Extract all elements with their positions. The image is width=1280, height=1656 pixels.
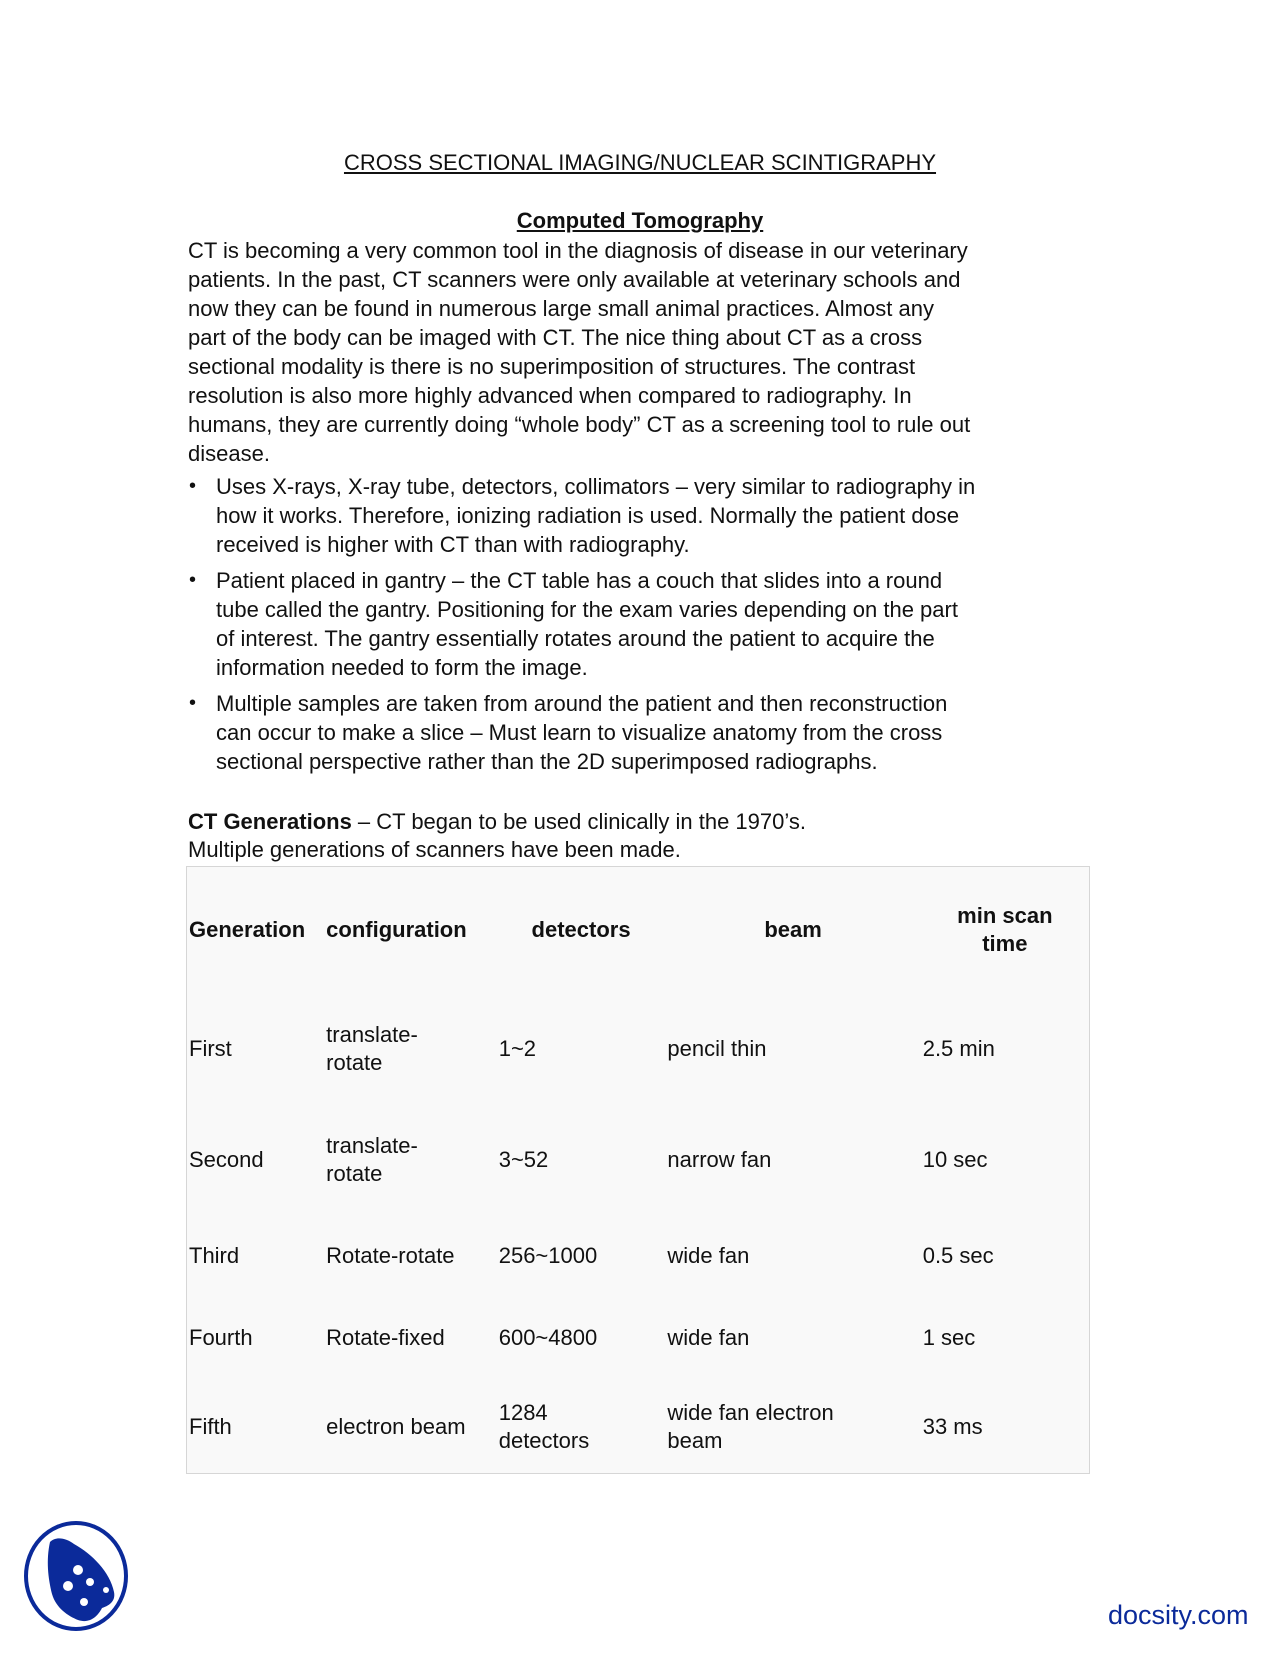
bullet-icon: • (189, 692, 197, 714)
cell-detectors: 256~1000 (498, 1243, 598, 1268)
text-line: disease. (188, 441, 270, 466)
table (187, 867, 1089, 1475)
cell-generation: Fourth (189, 1325, 253, 1350)
text-line: Patient placed in gantry – the CT table has a couch that slides into a round (216, 568, 943, 593)
intro-paragraph (188, 236, 1088, 468)
header-line: time (982, 931, 1028, 956)
table-row (187, 1105, 1089, 1215)
header-beam: beam (764, 917, 822, 942)
table-row (187, 1297, 1089, 1379)
header-generation: Generation (189, 917, 306, 942)
bullet-list (188, 472, 1088, 776)
document-body (188, 236, 1088, 783)
cell-line: detectors (498, 1428, 590, 1453)
cell-line: rotate (326, 1161, 383, 1186)
cell-generation: Second (189, 1147, 264, 1172)
cell-generation: First (189, 1036, 232, 1061)
text-line: patients. In the past, CT scanners were only available at veterinary schools and (188, 267, 961, 292)
bullet-icon: • (189, 475, 197, 497)
cell-detectors: 600~4800 (498, 1325, 598, 1350)
header-configuration: configuration (326, 917, 467, 942)
text-line: Multiple samples are taken from around the patient and then reconstruction (216, 691, 948, 716)
section-heading: Computed Tomography (516, 208, 764, 233)
cell-line: translate- (326, 1133, 418, 1158)
cell-detectors (497, 1379, 666, 1475)
table-header-row (187, 867, 1089, 993)
cell-detectors: 3~52 (498, 1147, 549, 1172)
bullet-icon: • (189, 569, 197, 591)
text-line: information needed to form the image. (216, 655, 588, 680)
text-line: of interest. The gantry essentially rotates around the patient to acquire the (216, 626, 935, 651)
text-line: how it works. Therefore, ionizing radiation is used. Normally the patient dose (216, 503, 960, 528)
bullet-item (188, 472, 1088, 559)
bullet-item (188, 689, 1088, 776)
header-detectors: detectors (531, 917, 631, 942)
docsity-brand-link[interactable]: docsity.com (1108, 1600, 1249, 1630)
cell-min-scan-time: 1 sec (922, 1325, 976, 1350)
cell-beam: pencil thin (667, 1036, 767, 1061)
table-row (187, 993, 1089, 1105)
text-line: Uses X-rays, X-ray tube, detectors, collimators – very similar to radiography in (216, 474, 976, 499)
cell-configuration (324, 993, 497, 1105)
header-min-scan-time (921, 867, 1089, 993)
docsity-logo-icon[interactable] (22, 1520, 130, 1632)
generations-paragraph (188, 808, 806, 864)
text-line: can occur to make a slice – Must learn to visualize anatomy from the cross (216, 720, 943, 745)
cell-min-scan-time: 2.5 min (922, 1036, 995, 1061)
cell-line: wide fan electron (667, 1400, 834, 1425)
text-line: now they can be found in numerous large small animal practices. Almost any (188, 296, 934, 321)
text-line: humans, they are currently doing “whole body” CT as a screening tool to rule out (188, 412, 971, 437)
cell-min-scan-time: 10 sec (922, 1147, 988, 1172)
text-line: sectional modality is there is no superimposition of structures. The contrast (188, 354, 916, 379)
generations-label: CT Generations (188, 809, 352, 834)
cell-configuration (324, 1105, 497, 1215)
cell-detectors: 1~2 (498, 1036, 537, 1061)
cell-generation: Third (189, 1243, 240, 1268)
cell-line: translate- (326, 1022, 418, 1047)
document-title: CROSS SECTIONAL IMAGING/NUCLEAR SCINTIGRAPHY (343, 150, 937, 175)
cell-beam (665, 1379, 920, 1475)
text-line (188, 808, 806, 836)
text-line: tube called the gantry. Positioning for the exam varies depending on the part (216, 597, 958, 622)
cell-configuration: electron beam (326, 1414, 466, 1439)
cell-min-scan-time: 0.5 sec (922, 1243, 994, 1268)
text-line: received is higher with CT than with radiography. (216, 532, 690, 557)
text-line: resolution is also more highly advanced when compared to radiography. In (188, 383, 912, 408)
ct-generations-table (186, 866, 1090, 1474)
cell-beam: narrow fan (667, 1147, 772, 1172)
text-line: Multiple generations of scanners have been made. (188, 837, 681, 862)
cell-line: 1284 (498, 1400, 548, 1425)
bullet-item (188, 566, 1088, 682)
table-row (187, 1379, 1089, 1475)
cell-beam: wide fan (667, 1243, 750, 1268)
text-line: part of the body can be imaged with CT. The nice thing about CT as a cross (188, 325, 923, 350)
cell-line: rotate (326, 1050, 383, 1075)
text-line: sectional perspective rather than the 2D superimposed radiographs. (216, 749, 878, 774)
cell-beam: wide fan (667, 1325, 750, 1350)
cell-generation: Fifth (189, 1414, 232, 1439)
cell-min-scan-time: 33 ms (922, 1414, 983, 1439)
text-line: CT is becoming a very common tool in the diagnosis of disease in our veterinary (188, 238, 968, 263)
cell-line: beam (667, 1428, 723, 1453)
cell-configuration: Rotate-rotate (326, 1243, 455, 1268)
header-line: min scan (957, 903, 1053, 928)
cell-configuration: Rotate-fixed (326, 1325, 445, 1350)
generations-intro: – CT began to be used clinically in the 1970’s. (351, 809, 806, 834)
table-row (187, 1215, 1089, 1297)
